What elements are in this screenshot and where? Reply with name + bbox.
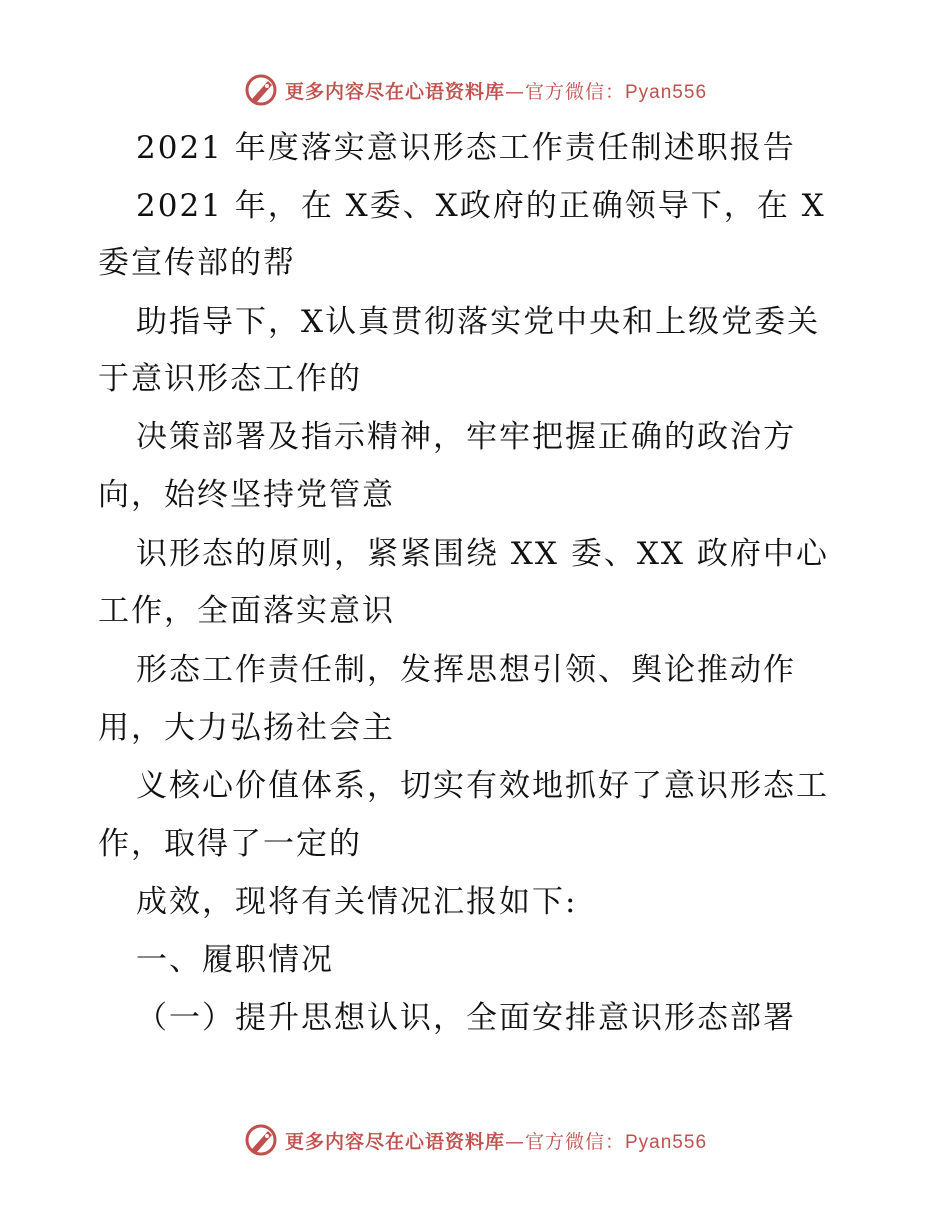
pen-seal-logo-icon bbox=[243, 72, 279, 108]
watermark-text bbox=[285, 1127, 707, 1154]
paragraph-line: 识形态的原则，紧紧围绕 XX 委、XX 政府中心 bbox=[136, 536, 829, 572]
watermark-main: 更多内容尽在心语资料库 bbox=[284, 1130, 505, 1153]
subsection-heading: （一）提升思想认识，全面安排意识形态部署 bbox=[136, 1000, 796, 1036]
header-watermark bbox=[0, 68, 950, 112]
paragraph-line: 决策部署及指示精神，牢牢把握正确的政治方 bbox=[136, 419, 796, 455]
paragraph-line: 向，始终坚持党管意 bbox=[98, 477, 395, 513]
paragraph-line: 用，大力弘扬社会主 bbox=[98, 710, 395, 746]
watermark-main: 更多内容尽在心语资料库 bbox=[284, 80, 505, 103]
paragraph-line: 成效，现将有关情况汇报如下: bbox=[136, 884, 578, 920]
paragraph-line: 委宣传部的帮 bbox=[98, 245, 296, 281]
paragraph-line: 2021 年，在 X委、X政府的正确领导下，在 X bbox=[136, 188, 826, 224]
paragraph-line: 形态工作责任制，发挥思想引领、舆论推动作 bbox=[136, 652, 796, 688]
watermark-wechat-label: 官方微信： bbox=[524, 1130, 625, 1153]
paragraph-line: 作，取得了一定的 bbox=[98, 826, 362, 862]
watermark-wechat-label: 官方微信： bbox=[524, 80, 625, 103]
watermark-separator: — bbox=[504, 1130, 525, 1153]
watermark-wechat-id: Pyan556 bbox=[625, 81, 708, 103]
watermark-wechat-id: Pyan556 bbox=[625, 1131, 708, 1153]
watermark-text bbox=[285, 77, 707, 104]
paragraph-line: 义核心价值体系，切实有效地抓好了意识形态工 bbox=[136, 768, 829, 804]
watermark-separator: — bbox=[504, 80, 525, 103]
document-title: 2021 年度落实意识形态工作责任制述职报告 bbox=[136, 130, 796, 166]
footer-watermark bbox=[0, 1118, 950, 1162]
pen-seal-logo-icon bbox=[243, 1122, 279, 1158]
paragraph-line: 助指导下，X认真贯彻落实党中央和上级党委关 bbox=[136, 304, 821, 340]
paragraph-line: 于意识形态工作的 bbox=[98, 361, 362, 397]
paragraph-line: 工作，全面落实意识 bbox=[98, 593, 395, 629]
section-heading: 一、履职情况 bbox=[136, 942, 334, 978]
